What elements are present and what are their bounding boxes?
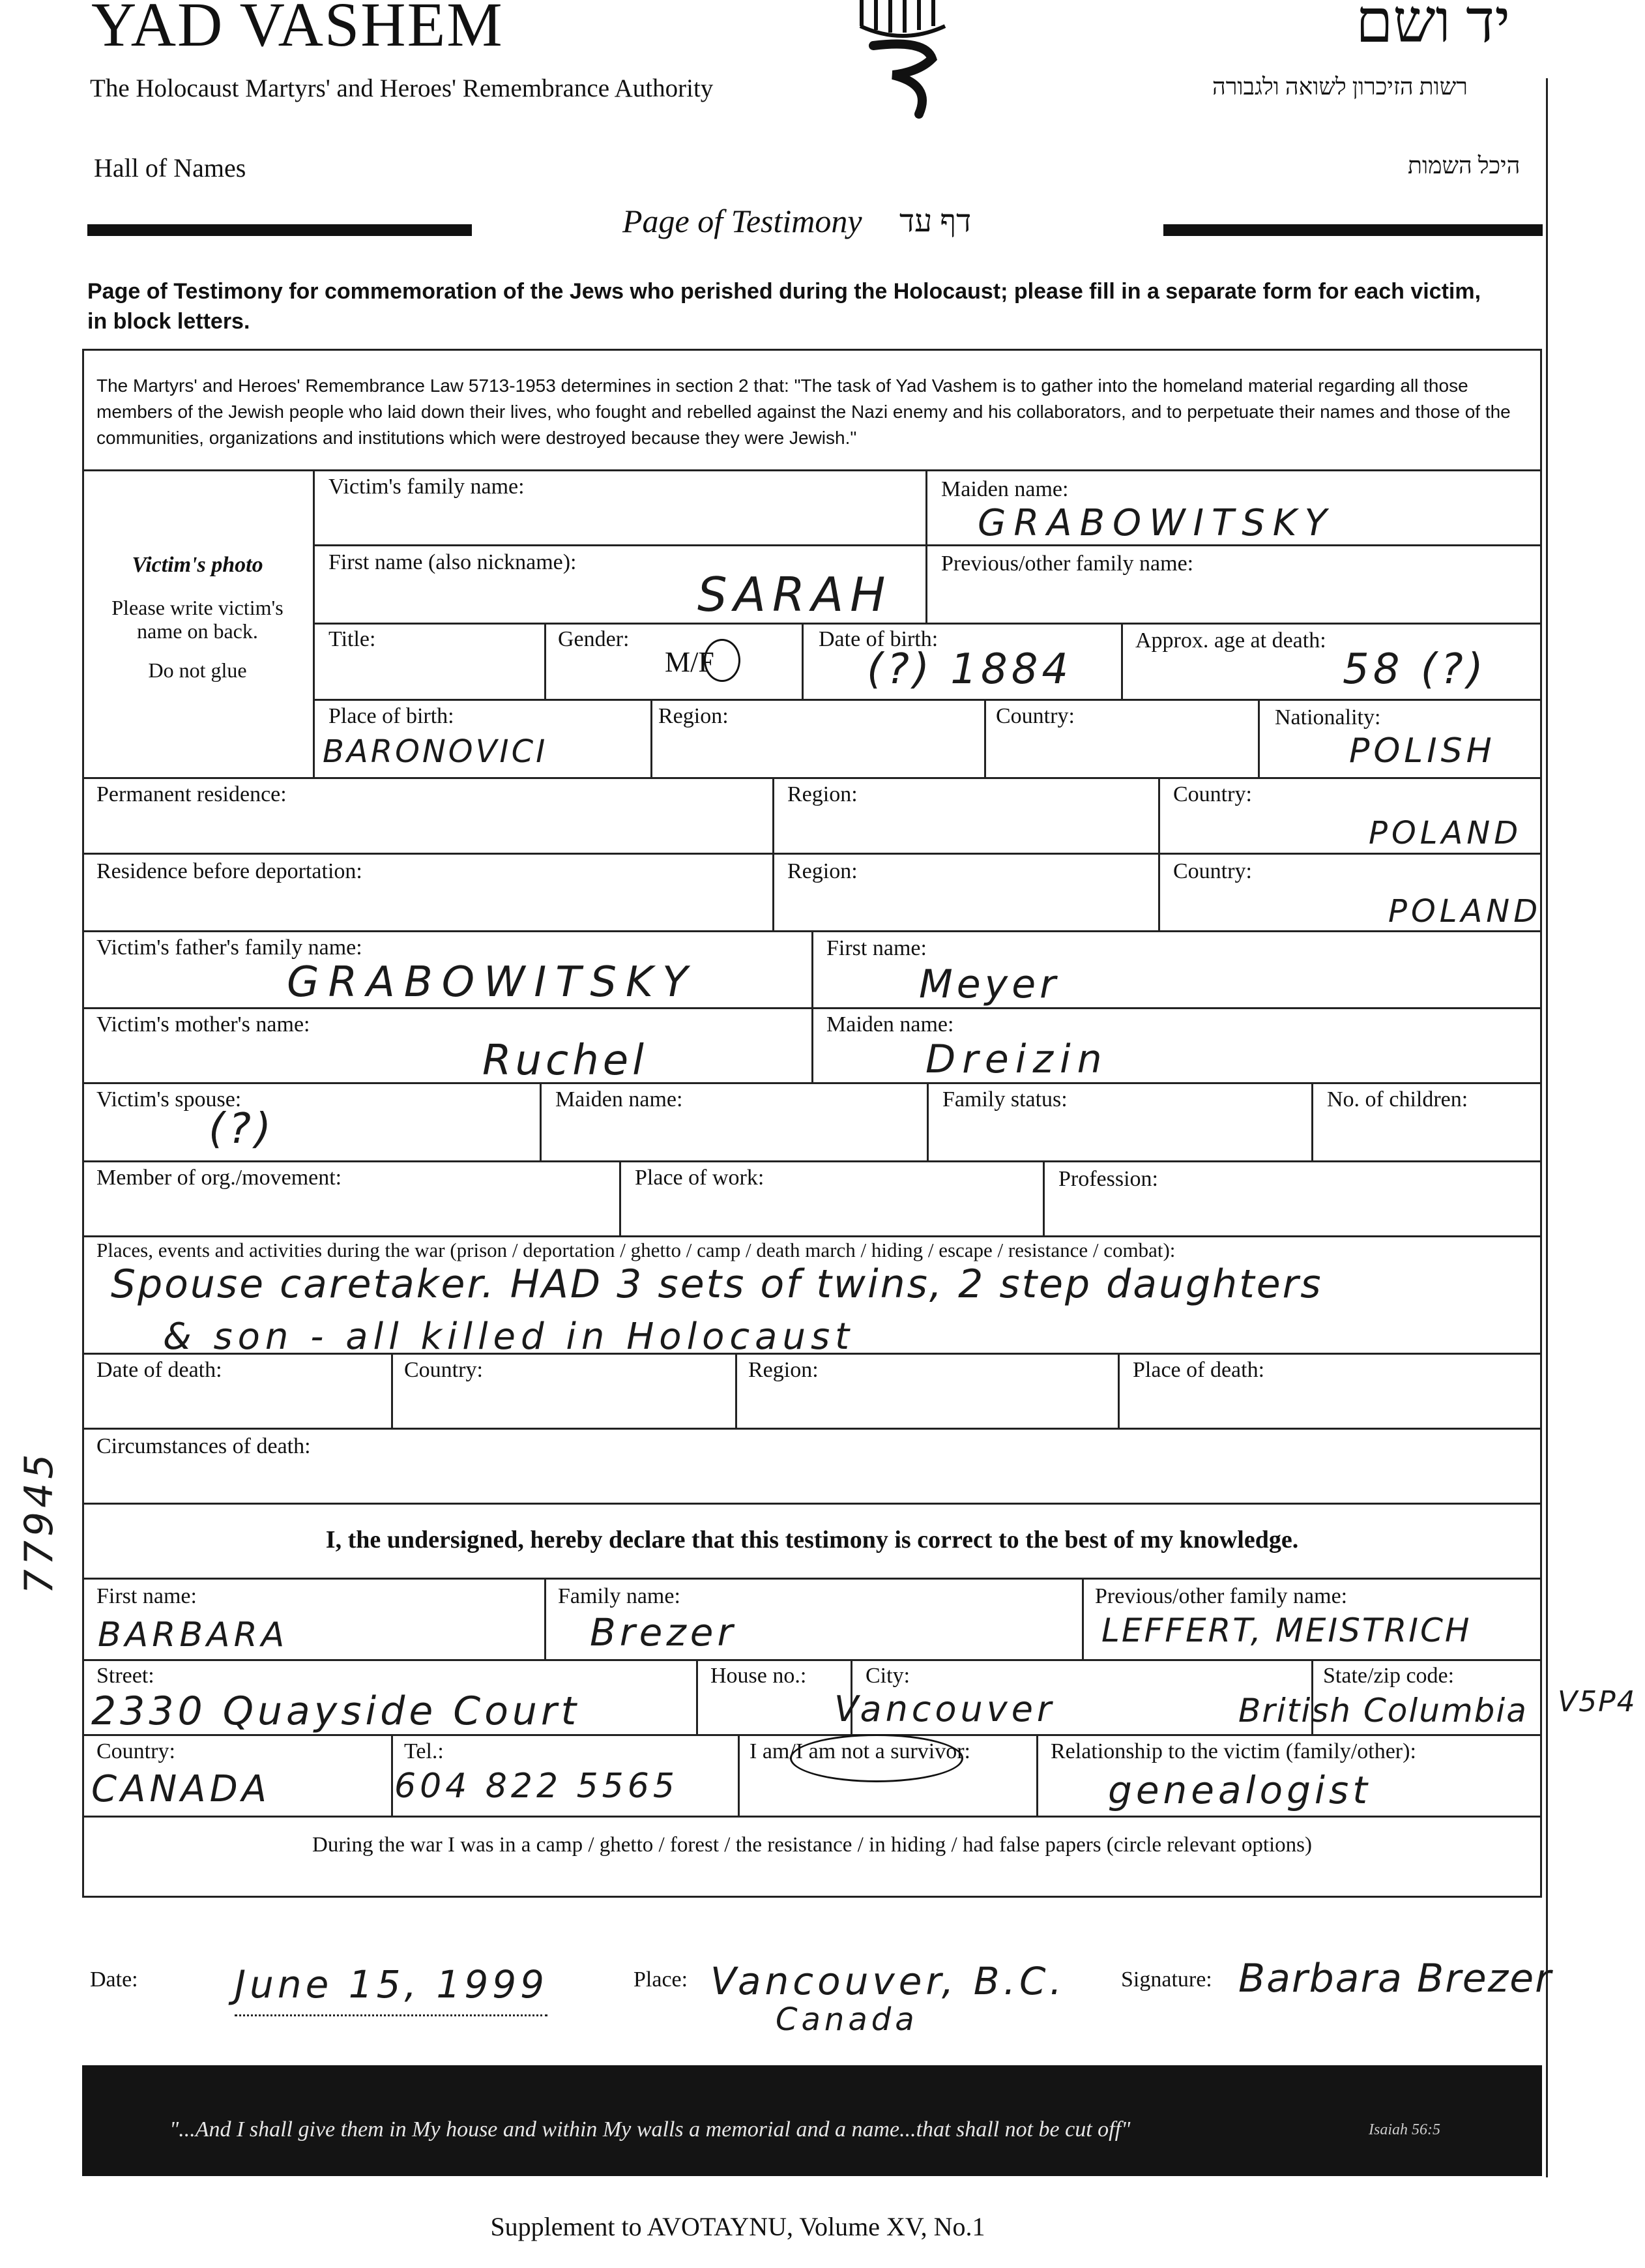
label-mother-maiden: Maiden name: [826,1012,954,1037]
value-places-line2[interactable]: & son - all killed in Holocaust [163,1316,855,1358]
org-name-hebrew: יד ושם [1356,0,1511,55]
label-circumstances: Circumstances of death: [96,1434,311,1458]
label-family-status: Family status: [942,1087,1068,1112]
photo-title: Victim's photo [132,553,263,577]
value-date[interactable]: June 15, 1999 [235,1962,549,2007]
value-nationality[interactable]: POLISH [1349,731,1496,771]
label-spouse: Victim's spouse: [96,1087,242,1112]
label-previous-name: Previous/other family name: [941,552,1194,576]
right-margin-line [1546,78,1548,2177]
value-father-family[interactable]: GRABOWITSKY [287,958,697,1007]
value-gender[interactable]: M/F [665,646,714,678]
label-places: Places, events and activities during the war (prison / deportation / ghetto / camp / death march / hiding / escape / resistance / combat): [96,1239,1176,1261]
label-pob: Place of birth: [328,704,454,728]
label-perm-country: Country: [1173,782,1252,806]
value-place[interactable]: Vancouver, B.C. [710,1959,1066,2003]
value-tel[interactable]: 604 822 5565 [394,1767,678,1806]
label-street: Street: [96,1664,154,1688]
label-signature: Signature: [1121,1967,1212,1992]
value-pob[interactable]: BARONOVICI [323,733,548,770]
law-text: The Martyrs' and Heroes' Remembrance Law 5713-1953 determines in section 2 that: "The task of Yad Vashem is to gather into the homeland material regarding all those members of the Jewish people who laid down their lives, who fought and rebelled against the Nazi enemy and his collaborators, and to perpetuate their names and those of the communities, organizations and institutions which were destroyed because they were Jewish." [96,376,1511,448]
value-sub-first[interactable]: BARBARA [98,1615,289,1655]
survivor-circle [790,1734,963,1782]
label-date: Date: [90,1967,138,1992]
value-maiden-name[interactable]: GRABOWITSKY [978,502,1335,544]
label-sub-prev: Previous/other family name: [1095,1584,1348,1608]
label-tel: Tel.: [404,1739,444,1763]
value-perm-country[interactable]: POLAND [1369,815,1522,851]
label-survivor: I am/I am not a survivor: [750,1739,970,1763]
label-father: Victim's father's family name: [96,935,362,960]
label-res-country: Country: [1173,859,1252,883]
value-city[interactable]: Vancouver [834,1688,1056,1730]
authority-hebrew: רשות הזיכרון לשואה ולגבורה [1212,74,1468,100]
label-family-name: Victim's family name: [328,475,525,499]
label-maiden-name: Maiden name: [941,477,1069,501]
hall-of-names: Hall of Names [94,153,246,183]
value-street[interactable]: 2330 Quayside Court [91,1688,581,1734]
label-region: Region: [658,704,729,728]
photo-glue: Do not glue [148,658,247,682]
label-house: House no.: [710,1664,807,1688]
value-res-country[interactable]: POLAND [1388,893,1542,930]
war-note: During the war I was in a camp / ghetto / forest / the resistance / in hiding / had false papers (circle relevant options) [312,1833,1312,1857]
authority-text: The Holocaust Martyrs' and Heroes' Remembrance Authority [90,74,714,102]
label-father-first: First name: [826,936,927,960]
intro-text: Page of Testimony for commemoration of the Jews who perished during the Holocaust; please fill in a separate form for each victim, in block letters. [87,279,1481,334]
label-state: State/zip code: [1323,1664,1455,1688]
value-first-name[interactable]: SARAH [697,567,892,622]
label-city: City: [866,1664,910,1688]
label-gender: Gender: [558,627,630,651]
label-dod: Date of death: [96,1358,222,1382]
footer-text: Supplement to AVOTAYNU, Volume XV, No.1 [490,2212,985,2241]
value-sub-country[interactable]: CANADA [91,1768,271,1810]
value-places-line1[interactable]: Spouse caretaker. HAD 3 sets of twins, 2 step daughters [111,1261,1323,1307]
value-dob[interactable]: (?) 1884 [867,645,1073,694]
label-age: Approx. age at death: [1135,628,1326,653]
value-sub-prev[interactable]: LEFFERT, MEISTRICH [1101,1612,1472,1649]
label-children: No. of children: [1327,1087,1468,1112]
label-place: Place: [633,1967,688,1992]
declaration: I, the undersigned, hereby declare that this testimony is correct to the best of my knowledge. [325,1526,1299,1554]
label-first-name: First name (also nickname): [328,550,577,574]
label-death-country: Country: [404,1358,483,1382]
label-sub-family: Family name: [558,1584,680,1608]
label-perm-region: Region: [787,782,858,806]
gender-circle [704,639,740,682]
label-perm-res: Permanent residence: [96,782,287,806]
label-spouse-maiden: Maiden name: [555,1087,683,1112]
label-profession: Profession: [1058,1167,1158,1191]
value-spouse[interactable]: (?) [209,1105,275,1153]
value-mother-maiden[interactable]: Dreizin [925,1037,1109,1082]
date-underline [235,2014,547,2016]
label-res-region: Region: [787,859,858,883]
label-member: Member of org./movement: [96,1166,342,1190]
label-relationship: Relationship to the victim (family/other): [1051,1739,1416,1763]
label-mother: Victim's mother's name: [96,1012,310,1037]
value-mother[interactable]: Ruchel [482,1037,648,1085]
value-state[interactable]: British Columbia [1238,1692,1528,1730]
value-zip[interactable]: V5P4 [1558,1685,1637,1718]
label-sub-country: Country: [96,1739,175,1763]
side-number: 77945 [16,1450,62,1595]
label-work: Place of work: [635,1166,764,1190]
value-age[interactable]: 58 (?) [1343,645,1487,694]
value-signature[interactable]: Barbara Brezer [1238,1956,1552,2001]
title-bar-right [1163,224,1543,236]
value-father-first[interactable]: Meyer [919,962,1060,1007]
hall-hebrew: היכל השמות [1408,153,1521,179]
label-sub-first: First name: [96,1584,197,1608]
title-bar-left [87,224,472,236]
label-dob: Date of birth: [819,627,939,651]
label-death-region: Region: [748,1358,819,1382]
banner-reference: Isaiah 56:5 [1369,2121,1440,2138]
label-nationality: Nationality: [1275,705,1381,729]
org-name: YAD VASHEM [91,0,504,59]
label-place-death: Place of death: [1133,1358,1265,1382]
photo-note: Please write victim's name on back. [111,596,284,643]
yad-vashem-logo [847,0,958,124]
form-title-hebrew: דף עד [899,204,972,239]
label-country: Country: [996,704,1075,728]
label-res-before: Residence before deportation: [96,859,362,883]
value-place-2[interactable]: Canada [776,2001,918,2038]
value-relationship[interactable]: genealogist [1108,1768,1371,1812]
form-title: Page of Testimony [622,203,862,239]
banner-quote: "...And I shall give them in My house and within My walls a memorial and a name...that shall not be cut off" [169,2117,1131,2142]
label-title: Title: [328,627,376,651]
value-sub-family[interactable]: Brezer [590,1610,737,1655]
